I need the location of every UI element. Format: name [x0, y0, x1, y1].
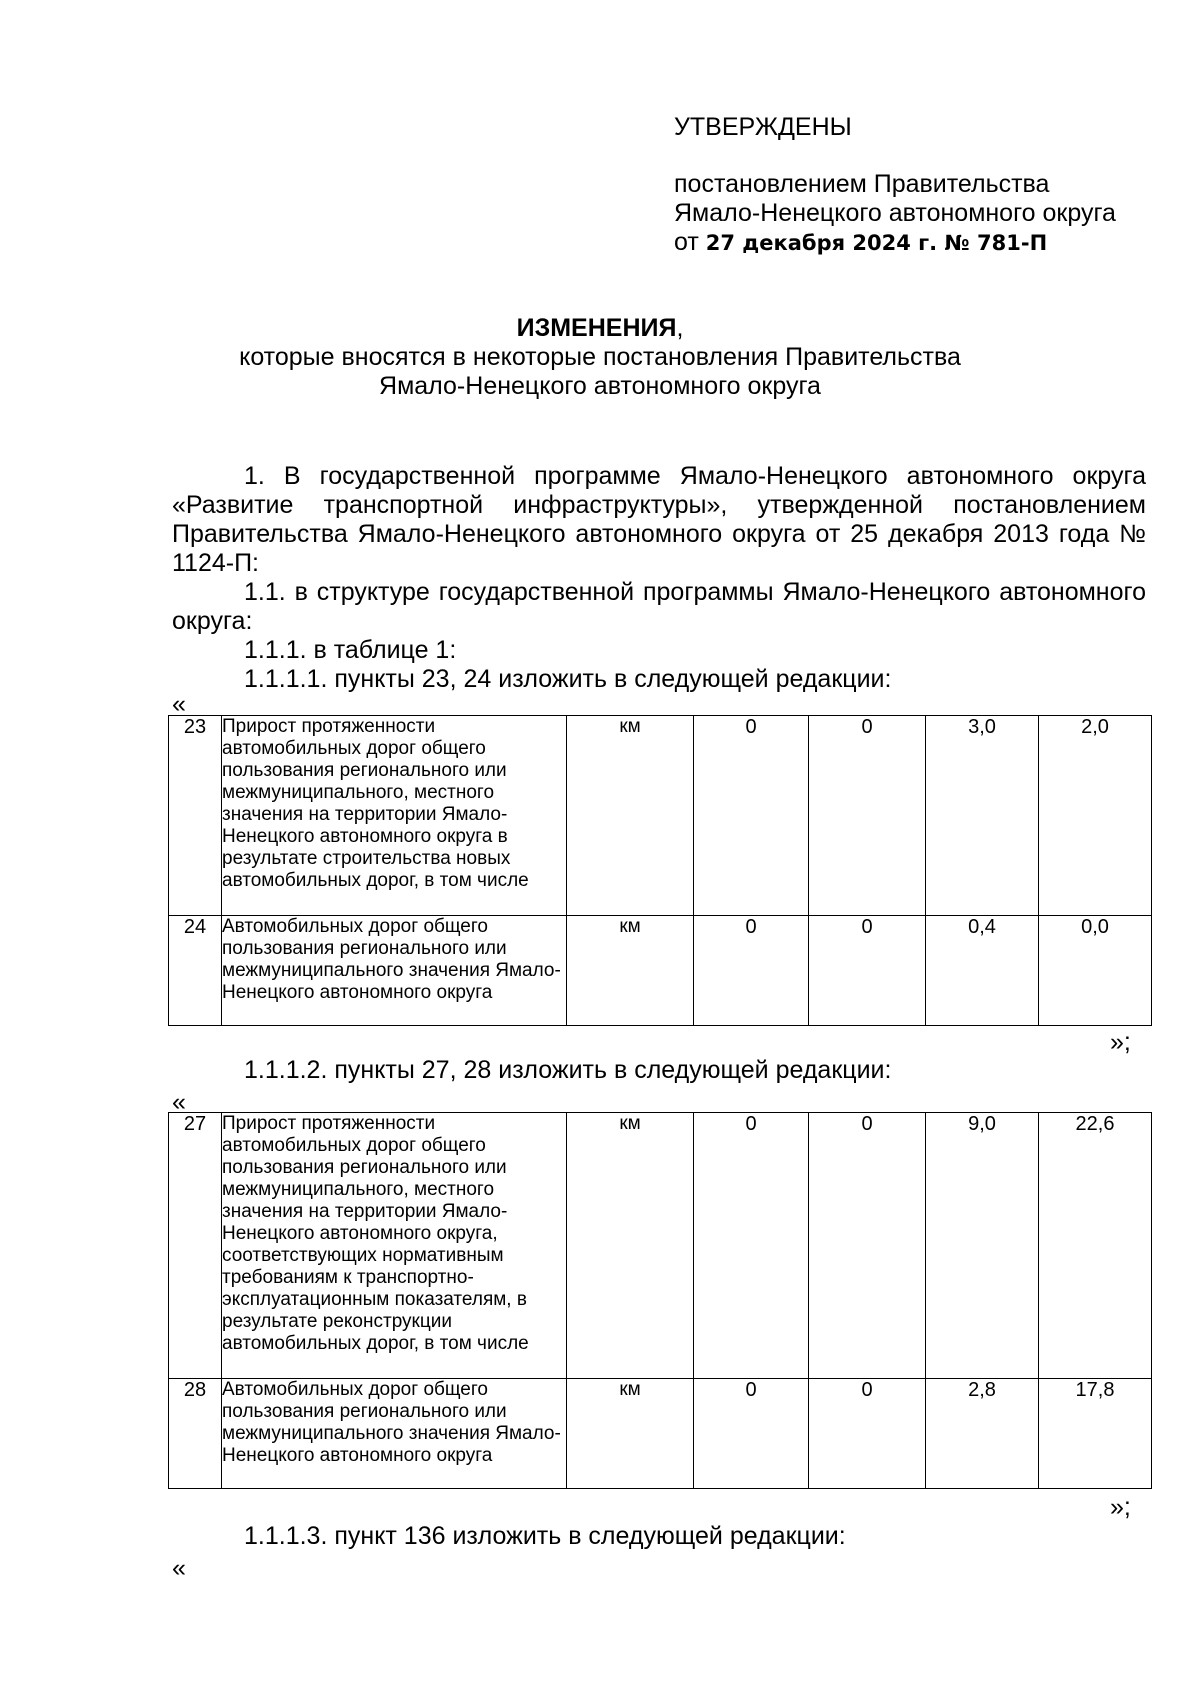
value-cell: 22,6	[1039, 1113, 1152, 1379]
open-quote-3: «	[172, 1554, 186, 1582]
value-cell: 0	[809, 916, 926, 1026]
unit-cell: км	[567, 1379, 694, 1489]
value-cell: 0	[694, 1379, 809, 1489]
value-cell: 0	[809, 1379, 926, 1489]
approved-line-2: Ямало-Ненецкого автономного округа	[674, 199, 1116, 227]
open-quote-2: «	[172, 1088, 186, 1116]
indicator-name: Автомобильных дорог общего пользования регионального или межмуниципального значения Ямало-Ненецкого автономного округа	[222, 1379, 567, 1489]
paragraph-block-3	[172, 1522, 1146, 1551]
paragraph-1-1-1: 1.1.1. в таблице 1:	[244, 636, 457, 664]
unit-cell: км	[567, 716, 694, 916]
value-cell: 0	[809, 716, 926, 916]
approval-block	[674, 113, 1116, 258]
table-rows-23-24	[168, 715, 1152, 1026]
title-main-line	[0, 314, 1200, 343]
table-row	[169, 1379, 1152, 1489]
value-cell: 9,0	[926, 1113, 1039, 1379]
value-cell: 0,4	[926, 916, 1039, 1026]
title-main: ИЗМЕНЕНИЯ	[516, 314, 677, 342]
title-line-2: которые вносятся в некоторые постановления Правительства	[239, 343, 961, 371]
title-line-3: Ямало-Ненецкого автономного округа	[379, 372, 821, 400]
value-cell: 0	[694, 716, 809, 916]
approved-date-number: 27 декабря 2024 г. № 781-П	[705, 231, 1048, 255]
document-title	[0, 314, 1200, 401]
table-row	[169, 1113, 1152, 1379]
unit-cell: км	[567, 916, 694, 1026]
indicator-name: Прирост протяженности автомобильных дорог общего пользования регионального или межмуниципального, местного значения на территории Ямало-Ненецкого автономного округа, соответствующих нормативным требованиям к транспортно-эксплуатационным показателям, в результате реконструкции автомобильных дорог, в том числе	[222, 1113, 567, 1379]
paragraph-1-1: 1.1. в структуре государственной программы Ямало-Ненецкого автономного округа:	[172, 578, 1146, 635]
approved-line-1: постановлением Правительства	[674, 170, 1050, 198]
row-number: 28	[169, 1379, 222, 1489]
paragraph-1-1-1-3: 1.1.1.3. пункт 136 изложить в следующей редакции:	[244, 1522, 846, 1550]
value-cell: 17,8	[1039, 1379, 1152, 1489]
row-number: 27	[169, 1113, 222, 1379]
paragraph-block-2	[172, 1056, 1146, 1085]
paragraph-1-1-1-1: 1.1.1.1. пункты 23, 24 изложить в следующей редакции:	[244, 665, 892, 693]
intro-paragraphs	[172, 462, 1146, 694]
indicator-name: Прирост протяженности автомобильных дорог общего пользования регионального или межмуниципального, местного значения на территории Ямало-Ненецкого автономного округа в результате строительства новых автомобильных дорог, в том числе	[222, 716, 567, 916]
paragraph-1: 1. В государственной программе Ямало-Ненецкого автономного округа «Развитие транспортной инфраструктуры», утвержденной постановлением Правительства Ямало-Ненецкого автономного округа от 25 декабря 2013 года № 1124-П:	[172, 462, 1146, 577]
row-number: 23	[169, 716, 222, 916]
table-rows-27-28	[168, 1112, 1152, 1489]
value-cell: 0	[694, 916, 809, 1026]
unit-cell: км	[567, 1113, 694, 1379]
value-cell: 2,0	[1039, 716, 1152, 916]
value-cell: 0	[694, 1113, 809, 1379]
close-quote-1: »;	[1110, 1028, 1131, 1056]
open-quote-1: «	[172, 690, 186, 718]
table-row	[169, 916, 1152, 1026]
row-number: 24	[169, 916, 222, 1026]
approved-date-prefix: от	[674, 228, 706, 256]
table-row	[169, 716, 1152, 916]
value-cell: 2,8	[926, 1379, 1039, 1489]
value-cell: 0,0	[1039, 916, 1152, 1026]
title-comma: ,	[676, 314, 684, 342]
paragraph-1-1-1-2: 1.1.1.2. пункты 27, 28 изложить в следующей редакции:	[244, 1056, 892, 1084]
indicator-name: Автомобильных дорог общего пользования регионального или межмуниципального значения Ямало-Ненецкого автономного округа	[222, 916, 567, 1026]
approved-line-3	[674, 228, 1116, 258]
value-cell: 0	[809, 1113, 926, 1379]
close-quote-2: »;	[1110, 1493, 1131, 1521]
approved-label: УТВЕРЖДЕНЫ	[674, 113, 852, 141]
value-cell: 3,0	[926, 716, 1039, 916]
